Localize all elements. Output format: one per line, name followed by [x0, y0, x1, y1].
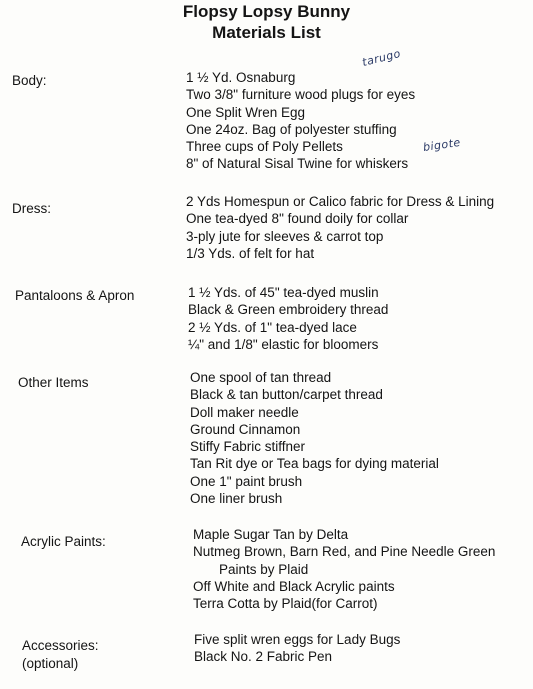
list-item: 2 Yds Homespun or Calico fabric for Dress & Lining	[186, 194, 495, 209]
list-item: Terra Cotta by Plaid(for Carrot)	[193, 596, 378, 612]
title-line-2: Materials List	[212, 23, 321, 42]
section-label: Acrylic Paints:	[21, 534, 106, 549]
list-item: Black & tan button/carpet thread	[190, 387, 383, 403]
handwritten-note-tarugo: tarugo	[360, 46, 403, 69]
list-item: 1 ½ Yds. of 45" tea-dyed muslin	[188, 285, 379, 300]
list-item: Two 3/8" furniture wood plugs for eyes	[186, 87, 416, 103]
list-item: Black No. 2 Fabric Pen	[194, 649, 333, 665]
list-item: One 1" paint brush	[190, 473, 303, 489]
list-item: 1 ½ Yd. Osnaburg	[186, 70, 296, 85]
list-item: Maple Sugar Tan by Delta	[193, 527, 349, 542]
section-label: Accessories:	[22, 638, 99, 653]
list-item: Three cups of Poly Pellets	[186, 139, 343, 155]
list-item: 8" of Natural Sisal Twine for whiskers	[186, 156, 409, 172]
list-item: Off White and Black Acrylic paints	[193, 578, 395, 594]
list-item: ¼" and 1/8" elastic for bloomers	[188, 336, 379, 352]
item-list	[186, 69, 415, 173]
section-sublabel: (optional)	[22, 656, 79, 671]
item-list	[188, 284, 388, 353]
list-item: 1/3 Yds. of felt for hat	[186, 245, 315, 261]
list-item: Five split wren eggs for Lady Bugs	[194, 632, 401, 647]
list-item: One spool of tan thread	[190, 370, 332, 385]
item-list	[190, 369, 439, 507]
list-item: Tan Rit dye or Tea bags for dying material	[190, 456, 439, 472]
list-item: Black & Green embroidery thread	[188, 302, 389, 318]
item-list	[194, 631, 400, 666]
list-item: Ground Cinnamon	[190, 421, 301, 437]
section-label: Other Items	[18, 375, 89, 390]
item-list	[186, 193, 494, 262]
section-label: Body:	[12, 73, 47, 88]
title-line-1: Flopsy Lopsy Bunny	[182, 2, 351, 21]
list-item: 2 ½ Yds. of 1" tea-dyed lace	[188, 319, 357, 335]
list-item: One tea-dyed 8" found doily for collar	[186, 211, 409, 227]
list-item: Doll maker needle	[190, 404, 299, 420]
handwritten-note-bigote: bigote	[422, 135, 462, 154]
list-item: 3-ply jute for sleeves & carrot top	[186, 228, 384, 244]
list-item: Stiffy Fabric stiffner	[190, 439, 306, 455]
list-item: Paints by Plaid	[219, 561, 309, 577]
list-item: One 24oz. Bag of polyester stuffing	[186, 121, 397, 137]
item-list	[193, 526, 495, 612]
list-item: Nutmeg Brown, Barn Red, and Pine Needle Green	[193, 544, 496, 560]
section-label: Pantaloons & Apron	[15, 288, 135, 303]
document-title	[0, 1, 533, 43]
list-item: One liner brush	[190, 491, 283, 507]
list-item: One Split Wren Egg	[186, 104, 306, 120]
section-label: Dress:	[12, 201, 52, 216]
